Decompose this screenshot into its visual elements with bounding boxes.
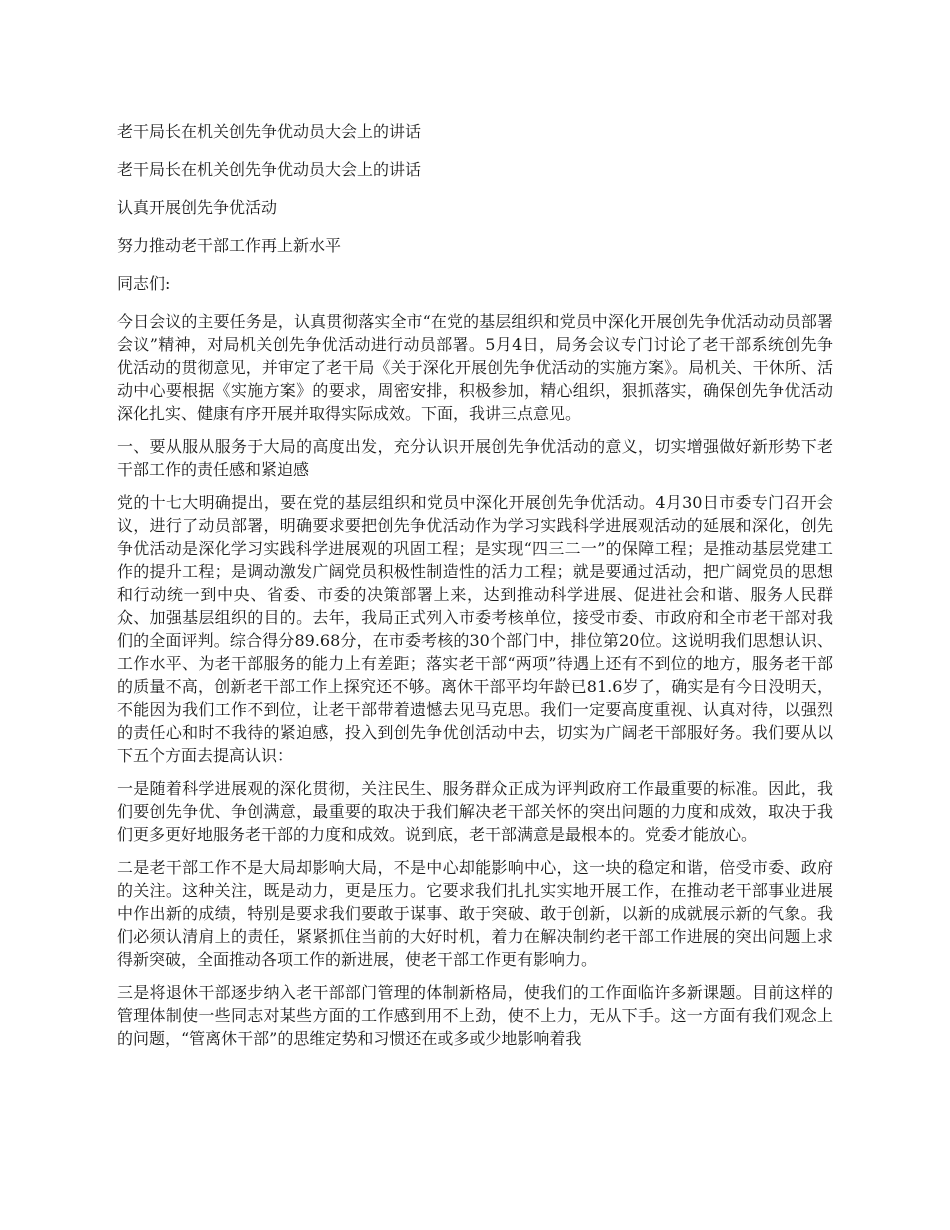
- section-heading-1: 一、要从服从服务于大局的高度出发，充分认识开展创先争优活动的意义，切实增强做好新形势下老干部工作的责任感和紧迫感: [117, 437, 833, 479]
- paragraph-section-1: 党的十七大明确提出，要在党的基层组织和党员中深化开展创先争优活动。4月30日市委专门召开会议，进行了动员部署，明确要求要把创先争优活动作为学习实践科学进展观活动的延展和深化，创先争优活动是深化学习实践科学进展观的巩固工程；是实现“四三二一”的保障工程；是推动基层党建工作的提升工程；是调动激发广阔党员积极性制造性的活力工程；就是要通过活动，把广阔党员的思想和行动统一到中央、省委、市委的决策部署上来，达到推动科学进展、促进社会和谐、服务人民群众、加强基层组织的目的。去年，我局正式列入市委考核单位，接受市委、市政府和全市老干部对我们的全面评判。综合得分89.68分，在市委考核的30个部门中，排位第20位。这说明我们思想认识、工作水平、为老干部服务的能力上有差距；落实老干部“两项”待遇上还有不到位的地方，服务老干部的质量不高，创新老干部工作上探究还不够。离休干部平均年龄已81.6岁了，确实是有今日没明天，不能因为我们工作不到位，让老干部带着遗憾去见马克思。我们一定要高度重视、认真对待，以强烈的责任心和时不我待的紧迫感，投入到创先争优创活动中去，切实为广阔老干部服好务。我们要从以下五个方面去提高认识：: [117, 493, 833, 765]
- document-page: [117, 120, 833, 1060]
- salutation: 同志们:: [117, 274, 171, 293]
- document-subtitle-2: 努力推动老干部工作再上新水平: [117, 236, 342, 255]
- paragraph-intro: 今日会议的主要任务是，认真贯彻落实全市“在党的基层组织和党员中深化开展创先争优活动动员部署会议”精神，对局机关创先争优活动进行动员部署。5月4日，局务会议专门讨论了老干部系统创先争优活动的贯彻意见，并审定了老干局《关于深化开展创先争优活动的实施方案》。局机关、干休所、活动中心要根据《实施方案》的要求，周密安排，积极参加，精心组织，狠抓落实，确保创先争优活动深化扎实、健康有序开展并取得实际成效。下面，我讲三点意见。: [117, 312, 833, 423]
- paragraph-point-2: 二是老干部工作不是大局却影响大局，不是中心却能影响中心，这一块的稳定和谐，倍受市委、政府的关注。这种关注，既是动力，更是压力。它要求我们扎扎实实地开展工作，在推动老干部事业进展中作出新的成绩，特别是要求我们要敢于谋事、敢于突破、敢于创新，以新的成就展示新的气象。我们必须认清肩上的责任，紧紧抓住当前的大好时机，着力在解决制约老干部工作进展的突出问题上求得新突破，全面推动各项工作的新进展，使老干部工作更有影响力。: [117, 858, 833, 969]
- document-title: 老干局长在机关创先争优动员大会上的讲话: [117, 122, 422, 141]
- paragraph-point-1: 一是随着科学进展观的深化贯彻，关注民生、服务群众正成为评判政府工作最重要的标准。因此，我们要创先争优、争创满意，最重要的取决于我们解决老干部关怀的突出问题的力度和成效，取决于我们更多更好地服务老干部的力度和成效。说到底，老干部满意是最根本的。党委才能放心。: [117, 779, 833, 844]
- paragraph-point-3: 三是将退休干部逐步纳入老干部部门管理的体制新格局，使我们的工作面临许多新课题。目前这样的管理体制使一些同志对某些方面的工作感到用不上劲，使不上力，无从下手。这一方面有我们观念上的问题，“管离休干部”的思维定势和习惯还在或多或少地影响着我: [117, 983, 833, 1048]
- document-subtitle-1: 认真开展创先争优活动: [117, 198, 278, 217]
- document-title-repeat: 老干局长在机关创先争优动员大会上的讲话: [117, 160, 422, 179]
